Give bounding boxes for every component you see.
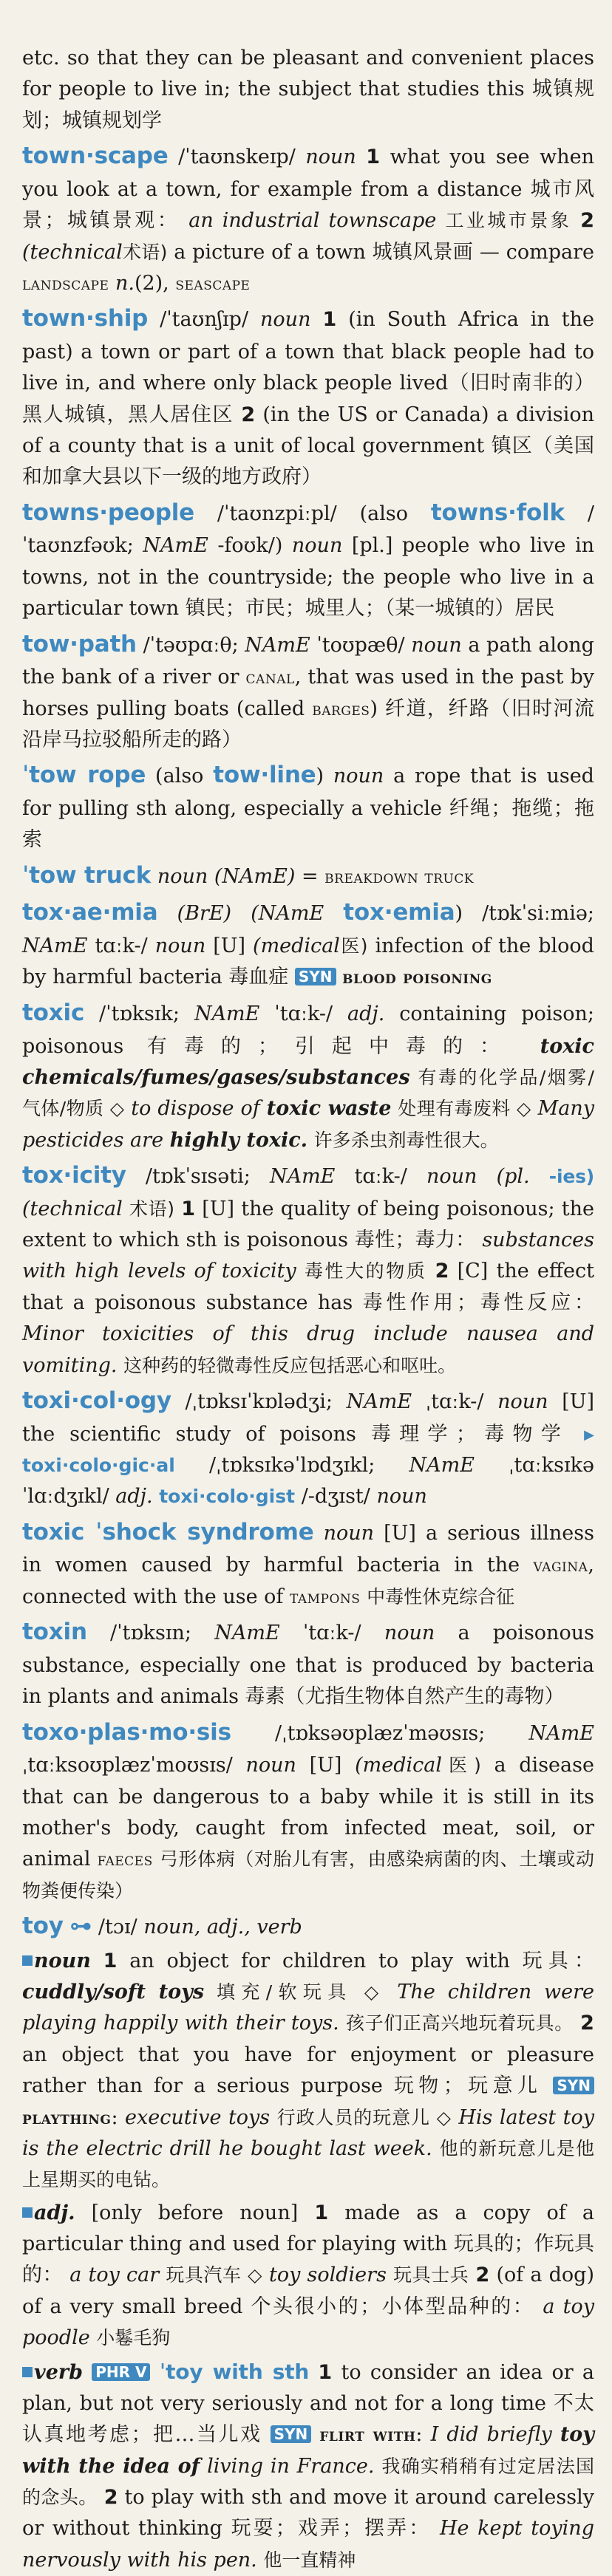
equals-sign: =	[301, 864, 319, 888]
example: living in France.	[207, 2454, 375, 2478]
namE-pronunciation: tɑːk-/	[354, 1165, 407, 1188]
headword: toxo·plas·mo·sis	[22, 1718, 231, 1746]
region-label: NAmE	[409, 1453, 475, 1477]
example: His latest toy is the electric drill he bought last week.	[22, 2105, 595, 2160]
example-translation: 玩具汽车 ◇	[166, 2264, 262, 2286]
region-label: (NAmE)	[214, 864, 296, 888]
example: The children were playing happily with their toys.	[22, 1981, 594, 2035]
sense-number: 2	[475, 2264, 490, 2287]
example: an industrial townscape	[188, 209, 437, 233]
entry-continuation	[22, 43, 594, 137]
namE-pronunciation: tɑːk-/	[95, 935, 148, 958]
cross-reference[interactable]: faeces	[97, 1849, 153, 1870]
derivative-headword: toxi·colo·gic·al	[22, 1454, 175, 1476]
entry-toxic-shock-syndrome	[22, 1514, 594, 1613]
pronunciation: /tɔɪ/	[98, 1916, 137, 1939]
grammar-label: [only before noun]	[91, 2201, 299, 2224]
example: a toy car	[69, 2264, 160, 2287]
definition: to consider an idea or a plan, but not very seriously and not for a long time 不太认真地考虑；把…当儿戏	[22, 2360, 594, 2447]
definition: a picture of a town 城镇风景画 — compare	[174, 240, 594, 264]
alternate-pronunciation: /ˈtaʊnzfəʊk;	[22, 502, 594, 558]
key-icon: ⊶	[69, 1913, 92, 1940]
plural-form: -ies)	[548, 1166, 594, 1187]
register-label: (medical	[355, 1754, 442, 1777]
definition: to play with sth and move it around carelessly or without thinking 玩耍；戏弄；摆弄：	[22, 2486, 594, 2541]
example: Minor toxicities of this drug include nausea and vomiting.	[22, 1322, 594, 1377]
grammar-label: [U]	[202, 1197, 235, 1220]
example-translation: 有毒的化学品/烟雾/气体/物质 ◇	[22, 1066, 594, 1120]
example-translation: 他一直精神	[263, 2549, 356, 2571]
part-of-speech: adj.	[34, 2201, 75, 2224]
sense-number: 2	[435, 1260, 449, 1283]
example-translation: 他的新玩意儿是他上星期买的电钻。	[22, 2137, 594, 2191]
register-label-zh: 医)	[441, 1755, 481, 1777]
register-label-zh: 术语)	[122, 241, 168, 263]
definition: infection of the blood by harmful bacteria 毒血症	[22, 935, 594, 989]
alternate-headword: tow·line	[213, 762, 316, 789]
example-translation: 我确实稍稍有过定居法国的念头。	[22, 2455, 594, 2509]
part-of-speech: noun	[384, 1622, 435, 1645]
example-translation: 玩具士兵	[393, 2264, 469, 2286]
pronunciation: /ˈtaʊnskeɪp/	[178, 146, 296, 169]
definition: made as a copy of a particular thing and used for playing with 玩具的；作玩具的：	[22, 2201, 594, 2287]
example-translation: 孩子们正高兴地玩着玩具。	[345, 2012, 574, 2035]
derivative-pronunciation: /ˌtɒksɪkəˈlɒdʒɪkl;	[208, 1453, 375, 1477]
phrasal-verb-badge: PHR V	[92, 2363, 150, 2381]
definition: a disease that can be dangerous to a baby while it is still in its mother's body, caught from infected meat, soil, or animal	[22, 1754, 594, 1871]
pronunciation: /ˌtɒksəʊplæzˈməʊsɪs;	[275, 1721, 486, 1745]
region-label-close: )	[455, 902, 463, 926]
definition: what you see when you look at a town, for example from a distance 城市风景；城镇景观：	[22, 146, 595, 233]
sense-number: 1	[181, 1197, 196, 1220]
pronunciation: /tɒkˈsɪsəti;	[145, 1165, 251, 1188]
example-translation: 行政人员的玩意儿 ◇	[276, 2106, 452, 2128]
part-of-speech: noun	[426, 1165, 477, 1188]
headword: tox·ae·mia	[22, 899, 158, 926]
punctuation: :	[415, 2423, 423, 2447]
definition: a rope that is used for pulling sth along, especially a vehicle 纤绳；拖缆；拖索	[22, 765, 594, 852]
definition: an object that you have for enjoyment or pleasure rather than for a serious purpose 玩物；玩意儿	[22, 2043, 594, 2098]
region-label: NAmE	[214, 1622, 280, 1645]
synonym-badge: SYN	[553, 2077, 594, 2094]
sense-number: 2	[103, 2486, 118, 2510]
also-marker: (also	[155, 765, 204, 788]
namE-pronunciation: -foʊk/)	[217, 534, 283, 558]
definition: the effect that a poisonous substance has 毒性作用；毒性反应：	[22, 1260, 594, 1314]
part-of-speech: noun	[333, 765, 384, 788]
pronunciation: /ˈtɒksɪn;	[110, 1622, 192, 1645]
derivative-arrow-icon: ▶	[584, 1427, 595, 1443]
grammar-label: [U]	[562, 1390, 595, 1413]
headword: town·ship	[22, 305, 149, 332]
headword: toxi·col·ogy	[22, 1387, 171, 1414]
entry-towpath	[22, 626, 594, 756]
pronunciation: /ˌtɒksɪˈkɒlədʒi;	[185, 1390, 333, 1413]
cross-reference[interactable]: barges	[312, 698, 370, 720]
headword: tox·icity	[22, 1162, 126, 1189]
derivative-pronunciation: /-dʒɪst/	[301, 1485, 370, 1509]
collocation: toxic chemicals/fumes/gases/substances	[22, 1034, 594, 1089]
example-translation: 填充/软玩具 ◇	[217, 1981, 385, 2003]
entry-townscape	[22, 138, 594, 299]
pronunciation: /ˈtəʊpɑːθ;	[143, 633, 239, 657]
region-label: (BrE)	[177, 902, 232, 926]
part-of-speech: noun	[34, 1949, 91, 1972]
register-label: (technical	[22, 1197, 123, 1220]
cross-reference[interactable]: vagina	[533, 1555, 588, 1576]
sense-number: 2	[241, 403, 256, 426]
example: executive toys	[125, 2105, 271, 2129]
definition: the quality of being poisonous; the extent to which sth is poisonous 毒性；毒力：	[22, 1197, 594, 1252]
definition: (in the US or Canada) a division of a county that is a unit of local government 镇区（美国和加拿大县以下一级的地方政府）	[22, 403, 594, 489]
part-of-speech: noun	[157, 864, 208, 888]
pronunciation: /ˈtaʊnʃɪp/	[160, 308, 249, 332]
part-of-speech: noun	[154, 935, 206, 958]
region-label: NAmE	[346, 1390, 412, 1413]
register-label: (technical	[22, 240, 123, 264]
example: He kept toying nervously with his pen.	[22, 2517, 594, 2572]
sense-number: 1	[318, 2360, 333, 2384]
region-label: NAmE	[245, 633, 310, 657]
part-of-speech: noun	[497, 1390, 548, 1413]
derivative-headword: toxi·colo·gist	[159, 1486, 296, 1508]
synonym-word[interactable]: plaything	[22, 2106, 112, 2128]
entry-toy	[22, 1908, 594, 1944]
example-translation: 工业城市景象	[445, 210, 572, 232]
derivative-pos: adj.	[115, 1485, 153, 1509]
definition: (in South Africa in the past) a town or part of a town that black people had to live in, and where only black people lived（旧时南非的）黑人城镇，黑人居住区	[22, 308, 594, 426]
sense-number: 1	[322, 308, 337, 332]
sense-number: 2	[580, 209, 595, 233]
grammar-label: [C]	[457, 1260, 489, 1283]
region-label: NAmE	[269, 1165, 336, 1188]
alternate-headword: towns·folk	[430, 499, 565, 526]
register-label: (medical	[253, 935, 340, 958]
sense-number: 1	[103, 1949, 118, 1972]
definition-translation: 弓形体病（对胎儿有害，由感染病菌的肉、土壤或动物粪便传染）	[22, 1848, 594, 1902]
definition: a path along the bank of a river or	[22, 633, 594, 689]
alternate-headword: tox·emia	[343, 899, 455, 926]
definition: containing poison; poisonous 有毒的；引起中毒的：	[22, 1002, 594, 1058]
entry-townspeople	[22, 495, 594, 625]
headword: tow·path	[22, 630, 137, 657]
pronunciation: /tɒkˈsiːmiə;	[482, 902, 594, 926]
region-label: NAmE	[194, 1002, 260, 1025]
headword: ˈtow rope	[22, 762, 146, 789]
region-label: NAmE	[143, 534, 208, 558]
example-translation: 处理有毒废料 ◇	[398, 1098, 531, 1120]
entry-toxin	[22, 1614, 594, 1712]
entry-tow-rope: ˈtow rope (also tow·line) noun a rope that is used for pulling sth along, especially a vehicle 纤绳；拖缆；拖索	[22, 762, 594, 852]
collocation: cuddly/soft toys	[22, 1981, 205, 2004]
definition-translation: 中毒性休克综合征	[367, 1585, 515, 1608]
example-translation: 小鬈毛狗	[96, 2327, 171, 2349]
entry-toxic	[22, 995, 594, 1156]
namE-pronunciation: ˈtɑːk-/	[302, 1622, 361, 1645]
example-translation: 毒性大的物质	[304, 1260, 427, 1282]
headword: toxin	[22, 1619, 87, 1646]
synonym-badge: SYN	[271, 2425, 312, 2443]
namE-pronunciation: ˌtɑːk-/	[425, 1390, 484, 1413]
derivative-pos: noun	[376, 1485, 427, 1509]
namE-pronunciation: ˌtɑːksoʊplæzˈmoʊsɪs/	[22, 1754, 233, 1777]
headword: toxic ˈshock syndrome	[22, 1518, 314, 1545]
definition: , connected with the use of	[22, 1554, 594, 1608]
grammar-label: [U]	[309, 1754, 342, 1777]
register-label-zh: 术语)	[129, 1198, 174, 1220]
cross-reference[interactable]: breakdown truck	[324, 866, 475, 887]
square-bullet-icon	[22, 2207, 33, 2218]
example: to dispose of	[131, 1097, 260, 1121]
part-of-speech: noun	[260, 308, 311, 332]
part-of-speech: adj.	[347, 1002, 385, 1025]
part-of-speech: noun	[245, 1754, 296, 1777]
derivative-namE-pronunciation: ˌtɑːksɪkəˈlɑːdʒɪkl/	[22, 1453, 594, 1509]
cross-reference[interactable]: tampons	[289, 1586, 361, 1608]
part-of-speech: noun	[305, 146, 356, 169]
entry-toxicology	[22, 1383, 594, 1513]
example-translation: 许多杀虫剂毒性很大。	[313, 1129, 499, 1151]
definition: , that was used in the past by horses pulling boats (called	[22, 666, 594, 720]
also-marker: (also	[359, 502, 409, 525]
square-bullet-icon	[22, 2367, 33, 2377]
region-label: NAmE	[528, 1721, 594, 1745]
part-of-speech: verb	[34, 2360, 83, 2384]
cross-reference-sense: (2),	[134, 271, 169, 295]
synonym-word[interactable]: blood poisoning	[342, 966, 492, 988]
part-of-speech: noun, adj., verb	[143, 1916, 302, 1939]
collocation: highly toxic.	[169, 1128, 308, 1152]
phrasal-verb: ˈtoy with sth	[159, 2359, 310, 2384]
example: a toy poodle	[22, 2295, 594, 2350]
grammar-label: [U]	[213, 935, 246, 958]
example: Many pesticides are	[22, 1097, 595, 1152]
cross-reference[interactable]: landscape	[22, 273, 109, 294]
headword: toy	[22, 1913, 64, 1940]
region-label: (NAmE	[251, 902, 324, 926]
example-translation: 这种药的轻微毒性反应包括恶心和呕吐。	[123, 1354, 457, 1376]
definition: ) 纤道，纤路（旧时河流沿岸马拉驳船所走的路）	[22, 697, 594, 751]
example: I did briefly	[430, 2423, 552, 2447]
punctuation: :	[111, 2105, 118, 2129]
part-of-speech: noun	[323, 1521, 375, 1545]
sense-number: 2	[580, 2012, 594, 2035]
example: toy soldiers	[269, 2264, 387, 2287]
namE-pronunciation: ˈtɑːk-/	[274, 1002, 333, 1025]
synonym-word[interactable]: flirt with	[319, 2424, 416, 2446]
square-bullet-icon	[22, 1955, 33, 1966]
definition: the scientific study of poisons 毒理学；毒物学	[22, 1422, 570, 1446]
plural-label: (pl.	[496, 1165, 530, 1188]
definition: people who live in towns, not in the countryside; the people who live in a particular town 镇民；市民；城里人；（某一城镇的）居民	[22, 534, 595, 621]
entry-township	[22, 301, 594, 493]
region-label: NAmE	[22, 935, 88, 958]
namE-pronunciation: ˈtoʊpæθ/	[316, 633, 405, 657]
headword: towns·people	[22, 499, 195, 526]
collocation: toy with the idea of	[22, 2423, 594, 2478]
synonym-badge: SYN	[295, 968, 336, 985]
part-of-speech: noun	[291, 534, 343, 558]
toy-verb-section	[22, 2356, 594, 2576]
sense-number: 1	[366, 146, 381, 169]
grammar-label: [U]	[384, 1521, 416, 1545]
entry-tow-truck	[22, 858, 594, 894]
headword: town·scape	[22, 143, 169, 170]
grammar-label: [pl.]	[351, 534, 393, 558]
collocation: toxic waste	[266, 1097, 392, 1121]
definition: a serious illness in women caused by harmful bacteria in the	[22, 1521, 594, 1577]
continuation-text: etc. so that they can be pleasant and convenient places for people to live in; the subject that studies this 城镇规划；城镇规划学	[22, 47, 594, 132]
headword: toxic	[22, 999, 85, 1026]
toy-adj-section	[22, 2198, 594, 2354]
sense-number: 1	[314, 2201, 329, 2224]
definition: (of a dog) of a very small breed 个头很小的；小体型品种的：	[22, 2264, 594, 2318]
toy-noun-section	[22, 1946, 594, 2196]
part-of-speech: noun	[411, 633, 462, 657]
definition: an object for children to play with 玩具：	[129, 1949, 594, 1972]
cross-reference[interactable]: seascape	[175, 273, 251, 294]
cross-reference-pos: n.	[115, 271, 135, 295]
entry-toxoplasmosis	[22, 1715, 594, 1907]
entry-toxaemia	[22, 895, 594, 993]
example: substances with high levels of toxicity	[22, 1229, 594, 1283]
headword: ˈtow truck	[22, 861, 152, 889]
entry-toxicity	[22, 1158, 594, 1381]
register-label-zh: 医)	[339, 935, 368, 957]
cross-reference[interactable]: canal	[245, 667, 295, 689]
definition: a poisonous substance, especially one that is produced by bacteria in plants and animals 毒素（尤指生物体自然产生的毒物）	[22, 1622, 594, 1709]
pronunciation: /ˈtaʊnzpiːpl/	[217, 502, 337, 525]
pronunciation: /ˈtɒksɪk;	[99, 1002, 180, 1025]
